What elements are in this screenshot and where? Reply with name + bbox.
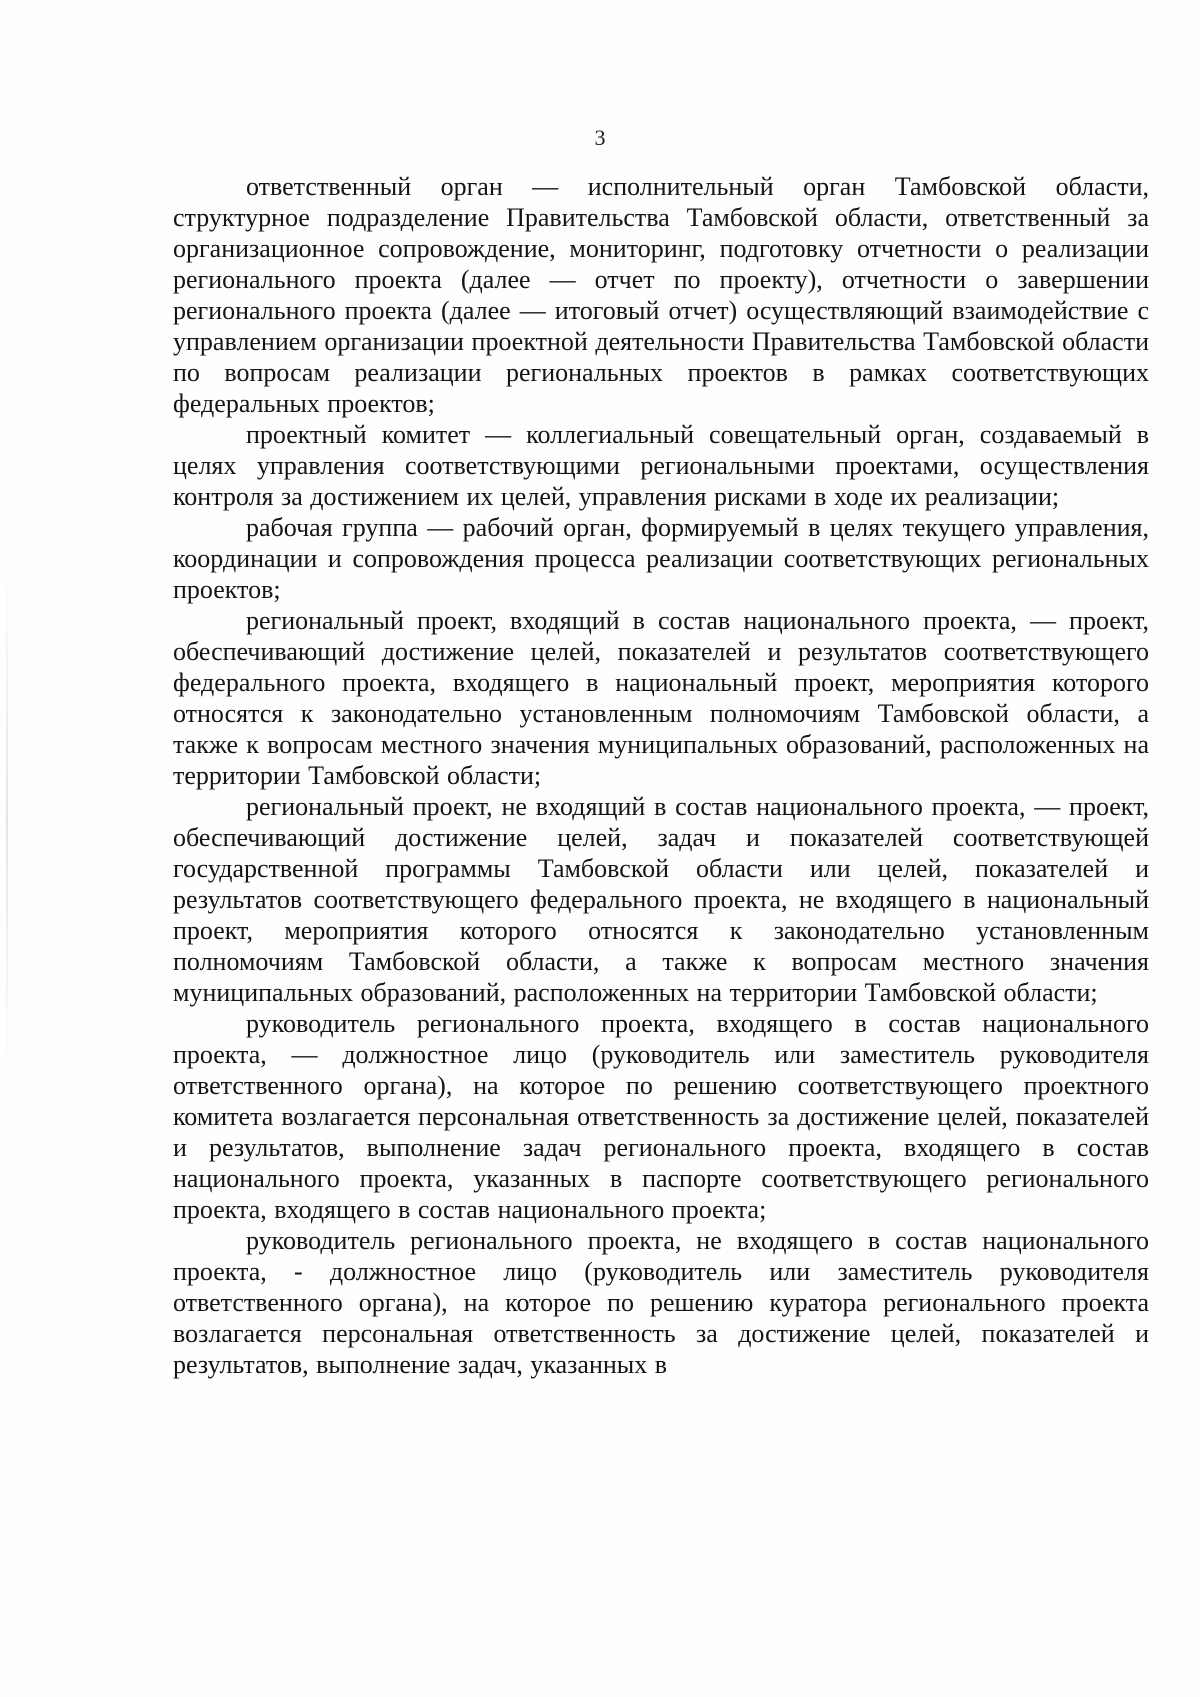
page-number: 3: [594, 125, 606, 150]
paragraph-regional-project-non-national: региональный проект, не входящий в состав национального проекта, — проект, обеспечивающий достижение целей, задач и показателей соответствующей государственной программы Тамбовской области или целей, показателей и результатов соответствующего федерального проекта, не входящего в национальный проект, мероприятия которого относятся к законодательно установленным полномочиям Тамбовской области, а также к вопросам местного значения муниципальных образований, расположенных на территории Тамбовской области;: [173, 792, 1149, 1007]
paragraph-responsible-body: ответственный орган — исполнительный орган Тамбовской области, структурное подразделение Правительства Тамбовской области, ответственный за организационное сопровождение, мониторинг, подготовку отчетности о реализации регионального проекта (далее — отчет по проекту), отчетности о завершении регионального проекта (далее — итоговый отчет) осуществляющий взаимодействие с управлением организации проектной деятельности Правительства Тамбовской области по вопросам реализации региональных проектов в рамках соответствующих федеральных проектов;: [173, 172, 1149, 418]
paragraph-regional-project-national: региональный проект, входящий в состав национального проекта, — проект, обеспечивающий достижение целей, показателей и результатов соответствующего федерального проекта, входящего в национальный проект, мероприятия которого относятся к законодательно установленным полномочиям Тамбовской области, а также к вопросам местного значения муниципальных образований, расположенных на территории Тамбовской области;: [173, 606, 1149, 790]
paragraph-head-regional-project-non-national: руководитель регионального проекта, не входящего в состав национального проекта, - должностное лицо (руководитель или заместитель руководителя ответственного органа), на которое по решению куратора регионального проекта возлагается персональная ответственность за достижение целей, показателей и результатов, выполнение задач, указанных в: [173, 1226, 1149, 1379]
paragraph-head-regional-project-national: руководитель регионального проекта, входящего в состав национального проекта, — должностное лицо (руководитель или заместитель руководителя ответственного органа), на которое по решению соответствующего проектного комитета возлагается персональная ответственность за достижение целей, показателей и результатов, выполнение задач регионального проекта, входящего в состав национального проекта, указанных в паспорте соответствующего регионального проекта, входящего в состав национального проекта;: [173, 1009, 1149, 1224]
paragraph-project-committee: проектный комитет — коллегиальный совещательный орган, создаваемый в целях управления соответствующими региональными проектами, осуществления контроля за достижением их целей, управления рисками в ходе их реализации;: [173, 420, 1149, 511]
scan-edge-shadow: [6, 560, 8, 1080]
paragraph-working-group: рабочая группа — рабочий орган, формируемый в целях текущего управления, координации и сопровождения процесса реализации соответствующих региональных проектов;: [173, 513, 1149, 604]
document-body: [173, 171, 1149, 1380]
